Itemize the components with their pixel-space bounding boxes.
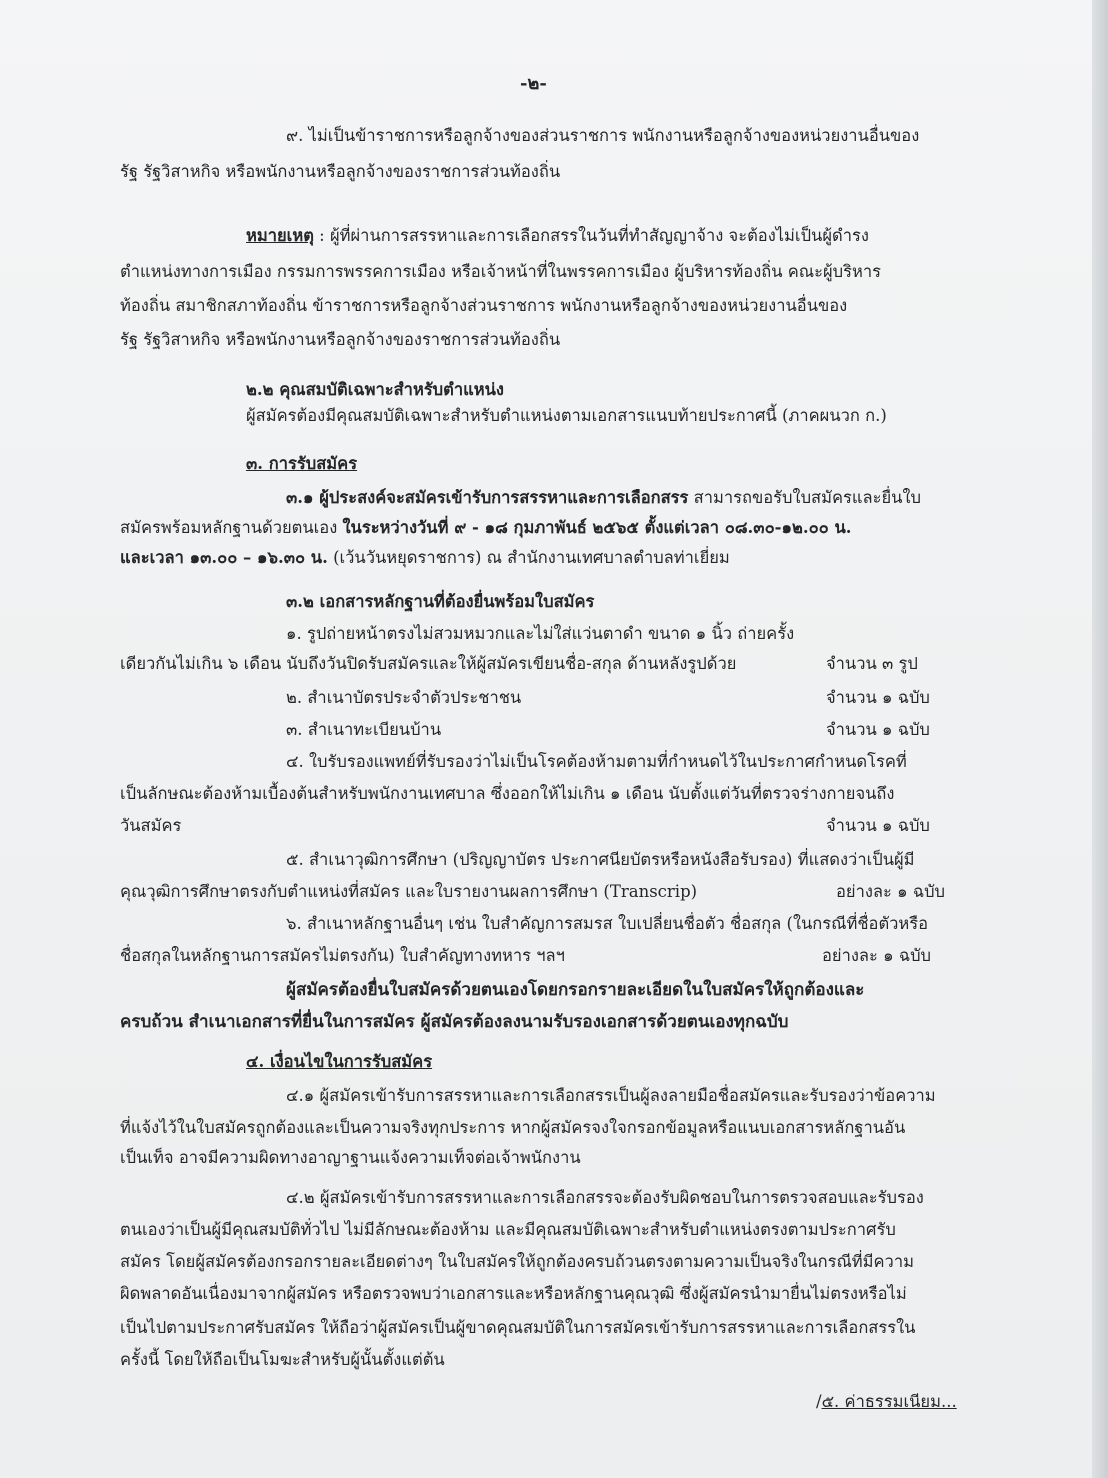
section-2-2-text: ผู้สมัครต้องมีคุณสมบัติเฉพาะสำหรับตำแหน่งตามเอกสารแนบท้ายประกาศนี้ (ภาคผนวก ก.) <box>246 406 887 425</box>
note-line-2: ตำแหน่งทางการเมือง กรรมการพรรคการเมือง หรือเจ้าหน้าที่ในพรรคการเมือง ผู้บริหารท้องถิ่น คณะผู้บริหาร <box>120 262 881 281</box>
continuation-note <box>816 1390 957 1414</box>
doc-5-line-1: ๕. สำเนาวุฒิการศึกษา (ปริญญาบัตร ประกาศนียบัตรหรือหนังสือรับรอง) ที่แสดงว่าเป็นผู้มี <box>286 850 915 869</box>
note-label: หมายเหตุ <box>246 226 314 245</box>
doc-2: ๒. สำเนาบัตรประจำตัวประชาชน <box>286 688 522 707</box>
section-3-title: ๓. การรับสมัคร <box>246 454 358 473</box>
note-line-1 <box>246 224 869 248</box>
doc-5-quantity: อย่างละ ๑ ฉบับ <box>836 882 946 901</box>
para-4-2-line-2: ตนเองว่าเป็นผู้มีคุณสมบัติทั่วไป ไม่มีลักษณะต้องห้าม และมีคุณสมบัติเฉพาะสำหรับตำแหน่งตรงตามประกาศรับ <box>120 1220 896 1239</box>
doc-2-quantity: จำนวน ๑ ฉบับ <box>826 688 930 707</box>
note-line-3: ท้องถิ่น สมาชิกสภาท้องถิ่น ข้าราชการหรือลูกจ้างส่วนราชการ พนักงานหรือลูกจ้างของหน่วยงานอื่นของ <box>120 296 848 315</box>
para-4-2-line-1: ๔.๒ ผู้สมัครเข้ารับการสรรหาและการเลือกสรรจะต้องรับผิดชอบในการตรวจสอบและรับรอง <box>286 1188 924 1207</box>
doc-5-line-2: คุณวุฒิการศึกษาตรงกับตำแหน่งที่สมัคร และใบรายงานผลการศึกษา (Transcrip) <box>120 882 698 901</box>
note-text: : ผู้ที่ผ่านการสรรหาและการเลือกสรรในวันที่ทำสัญญาจ้าง จะต้องไม่เป็นผู้ดำรง <box>313 226 869 245</box>
doc-4-line-3: วันสมัคร <box>120 816 182 835</box>
para-4-2-line-3: สมัคร โดยผู้สมัครต้องกรอกรายละเอียดต่างๆ ในใบสมัครให้ถูกต้องครบถ้วนตรงตามความเป็นจริงในกรณีที่มีความ <box>120 1252 914 1271</box>
page-number: -๒- <box>520 73 547 94</box>
application-period: ในระหว่างวันที่ ๙ - ๑๘ กุมภาพันธ์ ๒๕๖๕ ตั้งแต่เวลา ๐๘.๓๐-๑๒.๐๐ น. <box>342 518 852 537</box>
para-4-2-line-5: เป็นไปตามประกาศรับสมัคร ให้ถือว่าผู้สมัครเป็นผู้ขาดคุณสมบัติในการสมัครเข้ารับการสรรหาและการเลือกสรรใน <box>120 1318 916 1337</box>
para-4-1-line-2: ที่แจ้งไว้ในใบสมัครถูกต้องและเป็นความจริงทุกประการ หากผู้สมัครจงใจกรอกข้อมูลหรือแนบเอกสารหลักฐานอัน <box>120 1118 906 1137</box>
para-4-2-line-6: ครั้งนี้ โดยให้ถือเป็นโมฆะสำหรับผู้นั้นตั้งแต่ต้น <box>120 1350 445 1369</box>
continuation-prefix: / <box>816 1392 822 1411</box>
application-hours: และเวลา ๑๓.๐๐ – ๑๖.๓๐ น. <box>120 548 328 567</box>
requirement-line-2: ครบถ้วน สำเนาเอกสารที่ยื่นในการสมัคร ผู้สมัครต้องลงนามรับรองเอกสารด้วยตนเองทุกฉบับ <box>120 1012 789 1032</box>
para-3-1-bold: ๓.๑ ผู้ประสงค์จะสมัครเข้ารับการสรรหาและการเลือกสรร <box>286 488 689 507</box>
doc-6-line-2: ชื่อสกุลในหลักฐานการสมัครไม่ตรงกัน) ใบสำคัญทางทหาร ฯลฯ <box>120 946 565 965</box>
doc-1-line-2: เดียวกันไม่เกิน ๖ เดือน นับถึงวันปิดรับสมัครและให้ผู้สมัครเขียนชื่อ-สกุล ด้านหลังรูปด้วย <box>120 654 737 673</box>
para-3-1-line-2a: สมัครพร้อมหลักฐานด้วยตนเอง <box>120 518 343 537</box>
doc-6-line-1: ๖. สำเนาหลักฐานอื่นๆ เช่น ใบสำคัญการสมรส ใบเปลี่ยนชื่อตัว ชื่อสกุล (ในกรณีที่ชื่อตัวหรือ <box>286 914 929 933</box>
doc-3-quantity: จำนวน ๑ ฉบับ <box>826 720 930 739</box>
section-2-2-title: ๒.๒ คุณสมบัติเฉพาะสำหรับตำแหน่ง <box>246 380 504 399</box>
para-4-2-line-4: ผิดพลาดอันเนื่องมาจากผู้สมัคร หรือตรวจพบว่าเอกสารและหรือหลักฐานคุณวุฒิ ซึ่งผู้สมัครนำมายื่นไม่ตรงหรือไม่ <box>120 1284 907 1303</box>
application-place: (เว้นวันหยุดราชการ) ณ สำนักงานเทศบาลตำบลท่าเยี่ยม <box>327 548 730 567</box>
section-4-title: ๔. เงื่อนไขในการรับสมัคร <box>246 1052 433 1071</box>
doc-3: ๓. สำเนาทะเบียนบ้าน <box>286 720 442 739</box>
para-3-1-line-3 <box>120 546 730 570</box>
para-4-1-line-1: ๔.๑ ผู้สมัครเข้ารับการสรรหาและการเลือกสรรเป็นผู้ลงลายมือชื่อสมัครและรับรองว่าข้อความ <box>286 1086 936 1105</box>
doc-1-line-1: ๑. รูปถ่ายหน้าตรงไม่สวมหมวกและไม่ใส่แว่นตาดำ ขนาด ๑ นิ้ว ถ่ายครั้ง <box>286 624 795 643</box>
para-4-1-line-3: เป็นเท็จ อาจมีความผิดทางอาญาฐานแจ้งความเท็จต่อเจ้าพนักงาน <box>120 1148 581 1167</box>
note-line-4: รัฐ รัฐวิสาหกิจ หรือพนักงานหรือลูกจ้างของราชการส่วนท้องถิ่น <box>120 330 561 349</box>
para-3-1-line-2 <box>120 516 852 540</box>
doc-4-line-1: ๔. ใบรับรองแพทย์ที่รับรองว่าไม่เป็นโรคต้องห้ามตามที่กำหนดไว้ในประกาศกำหนดโรคที่ <box>286 752 907 771</box>
page-edge-shadow <box>1092 0 1108 1478</box>
doc-4-line-2: เป็นลักษณะต้องห้ามเบื้องต้นสำหรับพนักงานเทศบาล ซึ่งออกให้ไม่เกิน ๑ เดือน นับตั้งแต่วันที่ตรวจร่างกายจนถึง <box>120 784 895 803</box>
doc-1-quantity: จำนวน ๓ รูป <box>826 654 918 673</box>
para-3-1-text: สามารถขอรับใบสมัครและยื่นใบ <box>688 488 921 507</box>
doc-4-quantity: จำนวน ๑ ฉบับ <box>826 816 930 835</box>
item-9-line-2: รัฐ รัฐวิสาหกิจ หรือพนักงานหรือลูกจ้างของราชการส่วนท้องถิ่น <box>120 162 561 181</box>
item-9-line-1: ๙. ไม่เป็นข้าราชการหรือลูกจ้างของส่วนราชการ พนักงานหรือลูกจ้างของหน่วยงานอื่นของ <box>286 126 920 145</box>
para-3-2-title: ๓.๒ เอกสารหลักฐานที่ต้องยื่นพร้อมใบสมัคร <box>286 592 595 611</box>
doc-6-quantity: อย่างละ ๑ ฉบับ <box>822 946 932 965</box>
continuation-label: ๕. ค่าธรรมเนียม... <box>821 1392 957 1411</box>
requirement-line-1: ผู้สมัครต้องยื่นใบสมัครด้วยตนเองโดยกรอกรายละเอียดในใบสมัครให้ถูกต้องและ <box>286 980 865 1000</box>
para-3-1-line-1 <box>286 486 921 510</box>
